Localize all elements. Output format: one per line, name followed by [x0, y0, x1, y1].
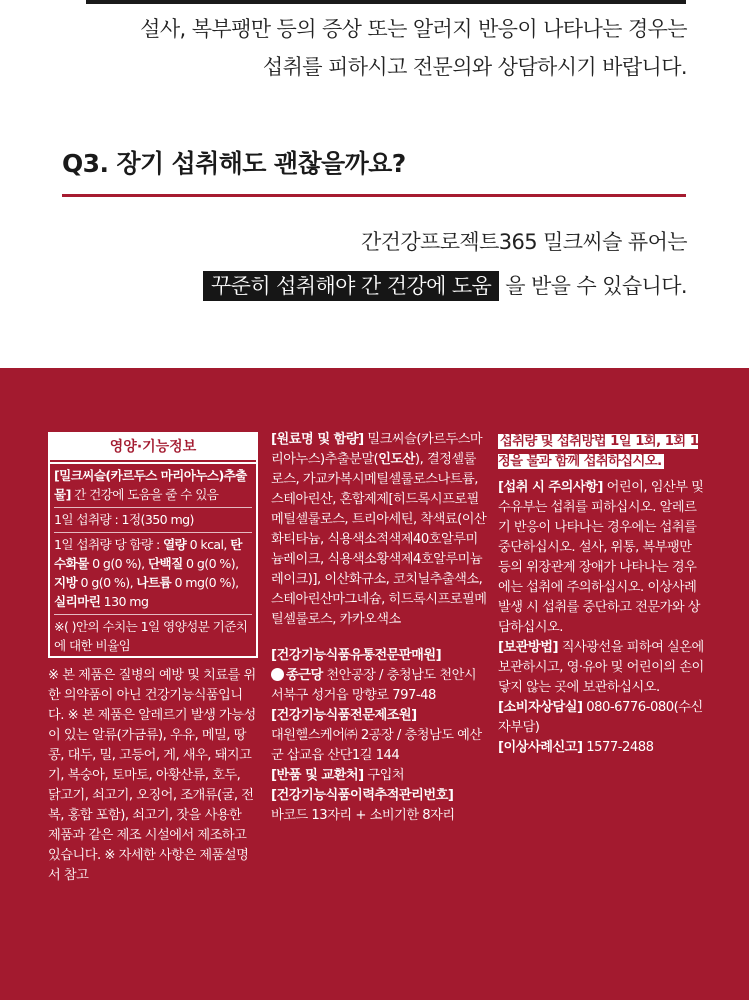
adverse-event-report: [이상사례신고] 1577-2488: [498, 740, 654, 755]
nutrition-title: 영양·기능정보: [50, 434, 256, 462]
q3-answer-line2: [203, 270, 687, 300]
nutrition-separator: [54, 614, 252, 615]
ingredients: [원료명 및 함량] 밀크씨슬(카르두스마리아누스)추출분말(인도산), 결정셀룰로스, 가교카복시메틸셀룰로스나트륨, 스테아린산, 혼합제제[히드록시프로필메틸셀룰로스, 트리아세틴, 착색료(이산화티타늄, 식용색소적색제40호알루미늄레이크, 식용색소황색제4호알루미늄레이크)], 이산화규소, 코치닐추출색소, 스테아린산마그네슘, 히드록시프로필메틸셀룰로스, 카카오색소: [271, 432, 487, 627]
nutrient-content: 1일 섭취량 당 함량 : 열량 0 kcal, 탄수화물 0 g(0 %), 단백질 0 g(0 %), 지방 0 g(0 %), 나트륨 0 mg(0 %), 실리마린 130 mg: [54, 537, 242, 609]
allergy-notice: ※ 본 제품은 질병의 예방 및 치료를 위한 의약품이 아닌 건강기능식품입니다. ※ 본 제품은 알레르기 발생 가능성이 있는 알류(가금류), 우유, 메밀, 땅콩, 대두, 밀, 고등어, 게, 새우, 돼지고기, 복숭아, 토마토, 아황산류, 호두, 닭고기, 쇠고기, 오징어, 조개류(굴, 전복, 홍합 포함), 쇠고기, 잣을 사용한 제품과 같은 제조 시설에서 제조하고 있습니다. ※ 자세한 사항은 제품설명서 참고: [48, 668, 256, 883]
serving-size: 1일 섭취량 : 1정(350 mg): [54, 512, 194, 527]
q3-answer-highlight: 꾸준히 섭취해야 간 건강에 도움: [203, 271, 499, 301]
usage-column: [498, 432, 706, 758]
q2-answer-line2: 섭취를 피하시고 전문의와 상담하시기 바랍니다.: [262, 55, 687, 79]
nutrition-footnote: ※( )안의 수치는 1일 영양성분 기준치에 대한 비율임: [54, 619, 248, 653]
nutrition-info-box: [48, 432, 258, 658]
intake-method: 섭취량 및 섭취방법 1일 1회, 1회 1정을 물과 함께 섭취하십시오.: [498, 434, 699, 469]
manufacturer-info: [건강기능식품전문제조원] 대원헬스케어㈜ 2공장 / 충청남도 예산군 삽교읍 산단1길 144: [271, 708, 482, 763]
intake-caution: [섭취 시 주의사항] 어린이, 임산부 및 수유부는 섭취를 피하십시오. 알레르기 반응이 나타나는 경우에는 섭취를 중단하십시오. 설사, 위통, 복부팽만 등의 위장관계 장애가 나타나는 경우에는 섭취에 주의하십시오. 이상사례 발생 시 섭취를 중단하고 전문가와 상담하십시오.: [498, 480, 704, 635]
q2-answer-line1: 설사, 복부팽만 등의 증상 또는 알러지 반응이 나타나는 경우는: [140, 17, 687, 41]
q3-answer-line1: 간건강프로젝트365 밀크씨슬 퓨어는: [360, 230, 687, 254]
brand-logo-icon: [271, 668, 284, 681]
storage-method: [보관방법] 직사광선을 피하여 실온에 보관하시고, 영·유아 및 어린이의 손이 닿지 않는 곳에 보관하십시오.: [498, 640, 704, 695]
seller-info: [건강기능식품유통전문판매원] 종근당 천안공장 / 충청남도 천안시 서북구 성거읍 망향로 797-48: [271, 648, 477, 703]
exchange-info: [반품 및 교환처] 구입처: [271, 768, 405, 783]
q2-answer-tail: [140, 10, 687, 86]
q3-answer-rest: 을 받을 수 있습니다.: [505, 274, 687, 298]
consumer-center: [소비자상담실] 080-6776-080(수신자부담): [498, 700, 703, 735]
q3-question: Q3. 장기 섭취해도 괜찮을까요?: [62, 149, 406, 178]
nutrition-separator: [54, 532, 252, 533]
nutrition-separator: [54, 507, 252, 508]
q3-divider: [62, 194, 686, 197]
nutrition-body: [50, 464, 256, 656]
product-details-column: [271, 430, 487, 826]
top-divider: [86, 0, 686, 4]
traceability-info: [건강기능식품이력추적관리번호] 바코드 13자리 + 소비기한 8자리: [271, 788, 455, 823]
functional-claim: [밀크씨슬(카르두스 마리아누스)추출물] 간 건강에 도움을 줄 수 있음: [54, 468, 247, 502]
